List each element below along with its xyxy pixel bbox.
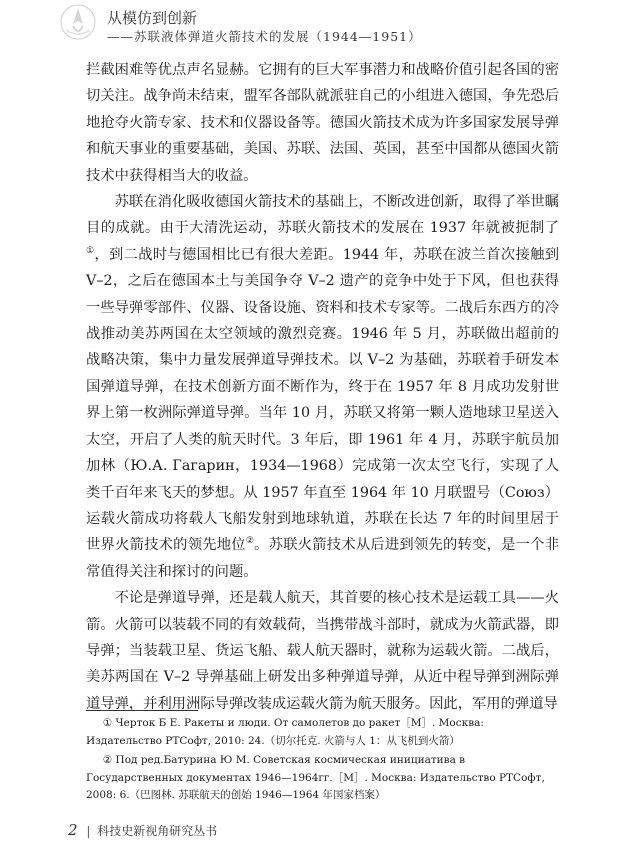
paragraph-2-text-cont: ，到二战时与德国相比已有很大差距。1944 年，苏联在波兰首次接触到 V–2，之后在德国本土与美国争夺 V–2 遗产的竞争中处于下风，但也获得一些导弹零部件、仪器、设备设施、资料和技术专家等。二战后东西方的冷战推动美苏两国在太空领域的激烈竞赛。1946 年 5 月，苏联做出超前的战略决策，集中力量发展弹道导弹技术。以 V–2 为基础，苏联着手研发本国弹道导弹，在技术创新方面不断作为，终于在 1957 年 8 月成功发射世界上第一枚洲际弹道导弹。当年 10 月，苏联又将第一颗人造地球卫星送入太空，开启了人类的航天时代。3 年后，即 1961 年 4 月，苏联宇航员加加林（Ю.А. Гагарин，1934—1968）完成第一次太空飞行，实现了人类千百年来飞天的梦想。从 1957 年直至 1964 年 10 月联盟号（Союз）运载火箭成功将载人飞船发射到地球轨道，苏联在长达 7 年的时间里居于世界火箭技术的领先地位	[86, 246, 559, 554]
footnote-1: ① Черток Б Е. Ракеты и люди. От самолетов до ракет［М］. Москва: Издательство РТСофт, 2010: 24.（切尔托克. 火箭与人 1：从飞机到火箭）	[86, 717, 484, 747]
paragraph-1	[86, 57, 559, 189]
footnote-ref-2[interactable]: ②	[245, 536, 255, 547]
series-title: 科技史新视角研究丛书	[97, 824, 218, 838]
paragraph-3	[86, 585, 559, 717]
body-text	[86, 57, 559, 717]
footnotes	[86, 715, 559, 807]
paragraph-2	[86, 189, 559, 585]
running-header-subtitle: ——苏联液体弹道火箭技术的发展（1944—1951）	[107, 29, 422, 44]
paragraph-1-text: 拦截困难等优点声名显赫。它拥有的巨大军事潜力和战略价值引起各国的密切关注。战争尚未结束，盟军各部队就派驻自己的小组进入德国，争先恐后地抢夺火箭专家、技术和仪器设备等。德国火箭技术成为许多国家发展导弹和航天事业的重要基础，美国、苏联、法国、英国，甚至中国都从德国火箭技术中获得相当大的收益。	[86, 62, 559, 184]
footnote-ref-1[interactable]: ①	[86, 246, 95, 257]
page-header	[0, 0, 642, 52]
page-footer	[68, 821, 217, 839]
footnote-2: ② Под ред.Батурина Ю М. Советская космическая инициатива в Государственных документах 1946—1964гг.［М］. Москва: Издательство РТСофт, 2008: 6.（巴图林. 苏联航天的创始 1946—1964 年国家档案）	[86, 754, 545, 801]
rocket-emblem-icon	[58, 2, 98, 42]
paragraph-3-text: 不论是弹道导弹，还是载人航天，其首要的核心技术是运载工具——火箭。火箭可以装载不同的有效载荷，当携带战斗部时，就成为火箭武器，即导弹；当装载卫星、货运飞船、载人航天器时，就称为运载火箭。二战后，美苏两国在 V–2 导弹基础上研发出多种弹道导弹，从近中程导弹到洲际弹道导弹，并利用洲际导弹改装成运载火箭为航天服务。因此，军用的弹道导	[86, 590, 559, 712]
footer-separator: |	[86, 824, 91, 838]
paragraph-2-text-end: 。苏联火箭技术从后进到领先的转变，是一个非常值得关注和探讨的问题。	[86, 537, 560, 580]
running-header-title: 从模仿到创新	[107, 9, 198, 27]
page-number: 2	[68, 821, 78, 839]
paragraph-2-text: 苏联在消化吸收德国火箭技术的基础上，不断改进创新，取得了举世瞩目的成就。由于大清洗运动，苏联火箭技术的发展在 1937 年就被扼制了	[86, 194, 559, 237]
footnote-divider	[86, 710, 198, 711]
